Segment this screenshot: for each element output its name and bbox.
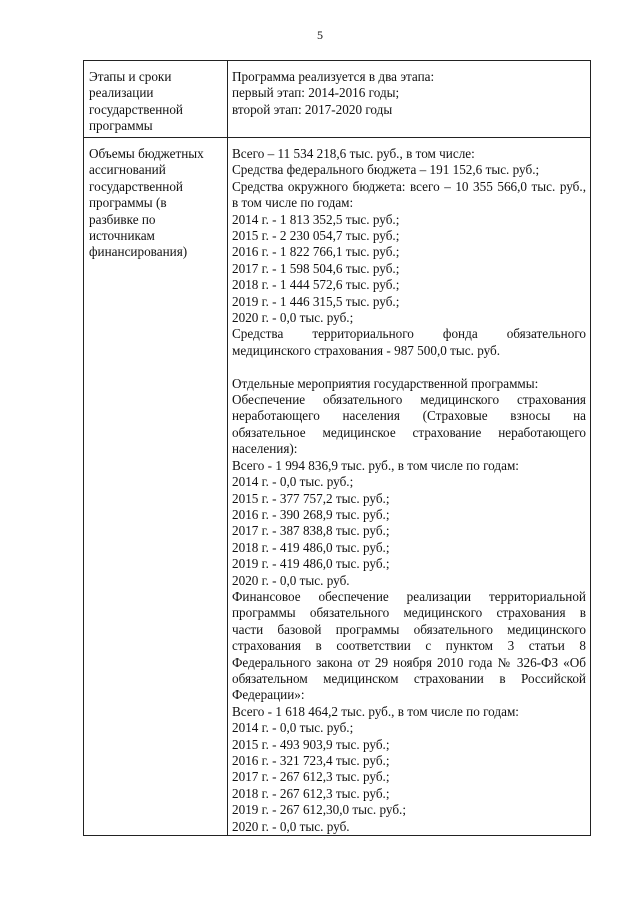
label-line: источникам xyxy=(89,228,155,244)
row-content-cell xyxy=(228,138,591,836)
content-line: Средства окружного бюджета: всего – 10 355 566,0 тыс. руб., xyxy=(232,178,586,194)
label-line: государственной xyxy=(89,178,183,194)
content-line: Всего – 11 534 218,6 тыс. руб., в том числе: xyxy=(232,146,475,161)
content-line: 2018 г. - 1 444 572,6 тыс. руб.; xyxy=(232,277,400,293)
label-line: государственной xyxy=(89,101,183,117)
content-line: медицинского страхования - 987 500,0 тыс. руб. xyxy=(232,342,501,358)
content-line: 2016 г. - 390 268,9 тыс. руб.; xyxy=(232,506,390,522)
row-label-cell xyxy=(84,138,228,836)
content-line: 2018 г. - 267 612,3 тыс. руб.; xyxy=(232,785,390,801)
content-line: 2018 г. - 419 486,0 тыс. руб.; xyxy=(232,539,390,555)
content-line: в том числе по годам: xyxy=(232,195,354,211)
content-line: 2017 г. - 1 598 504,6 тыс. руб.; xyxy=(232,260,400,276)
content-line: 2014 г. - 1 813 352,5 тыс. руб.; xyxy=(232,211,400,227)
label-line: программы xyxy=(89,118,153,134)
content-line: 2020 г. - 0,0 тыс. руб. xyxy=(232,818,350,834)
content-line: 2014 г. - 0,0 тыс. руб.; xyxy=(232,720,354,736)
content-line: 2015 г. - 377 757,2 тыс. руб.; xyxy=(232,490,390,506)
content-line: Федерации»: xyxy=(232,687,305,703)
content-line: 2017 г. - 267 612,3 тыс. руб.; xyxy=(232,769,390,785)
content-line: части базовой программы обязательного медицинского xyxy=(232,621,586,637)
content-line: 2015 г. - 493 903,9 тыс. руб.; xyxy=(232,736,390,752)
content-line: Федерального закона от 29 ноября 2010 года № 326-ФЗ «Об xyxy=(232,654,586,670)
table-row-funding xyxy=(84,138,591,836)
content-line: первый этап: 2014-2016 годы; xyxy=(232,85,400,101)
content-line: 2020 г. - 0,0 тыс. руб.; xyxy=(232,310,354,326)
content-line: 2019 г. - 419 486,0 тыс. руб.; xyxy=(232,556,390,572)
program-passport-table xyxy=(83,60,591,836)
label-line: Этапы и сроки xyxy=(89,69,172,84)
content-line: Всего - 1 994 836,9 тыс. руб., в том числе по годам: xyxy=(232,457,519,473)
content-line: неработающего населения (Страховые взносы на xyxy=(232,408,586,424)
content-line: 2014 г. - 0,0 тыс. руб.; xyxy=(232,474,354,490)
content-line: обязательное медицинское страхование неработающего xyxy=(232,424,586,440)
content-line: Средства федерального бюджета – 191 152,6 тыс. руб.; xyxy=(232,162,540,178)
content-line: Обеспечение обязательного медицинского страхования xyxy=(232,392,586,408)
content-line: населения): xyxy=(232,441,298,457)
content-line: 2016 г. - 321 723,4 тыс. руб.; xyxy=(232,753,390,769)
content-line: Средства территориального фонда обязательного xyxy=(232,326,586,342)
content-line: 2017 г. - 387 838,8 тыс. руб.; xyxy=(232,523,390,539)
content-line: Финансовое обеспечение реализации территориальной xyxy=(232,588,586,604)
page-number: 5 xyxy=(317,28,323,42)
content-line: программы обязательного медицинского страхования в xyxy=(232,605,586,621)
content-line: второй этап: 2017-2020 годы xyxy=(232,101,393,117)
content-line: Всего - 1 618 464,2 тыс. руб., в том числе по годам: xyxy=(232,703,519,719)
content-line: 2019 г. - 267 612,30,0 тыс. руб.; xyxy=(232,802,406,818)
blank-line xyxy=(232,359,586,375)
label-line: реализации xyxy=(89,85,154,101)
label-line: финансирования) xyxy=(89,244,188,260)
label-line: Объемы бюджетных xyxy=(89,146,204,161)
label-line: ассигнований xyxy=(89,162,166,178)
content-line: страхования в соответствии с пунктом 3 статьи 8 xyxy=(232,638,586,654)
table-row-stages xyxy=(84,61,591,138)
label-line: программы (в xyxy=(89,195,167,211)
content-line: 2019 г. - 1 446 315,5 тыс. руб.; xyxy=(232,293,400,309)
label-line: разбивке по xyxy=(89,211,156,227)
content-line: 2020 г. - 0,0 тыс. руб. xyxy=(232,572,350,588)
content-line: обязательном медицинском страховании в Российской xyxy=(232,670,586,686)
content-line: Программа реализуется в два этапа: xyxy=(232,69,435,84)
content-line: Отдельные мероприятия государственной программы: xyxy=(232,375,539,391)
content-line: 2016 г. - 1 822 766,1 тыс. руб.; xyxy=(232,244,400,260)
row-label-cell xyxy=(84,61,228,138)
row-content-cell xyxy=(228,61,591,138)
content-line: 2015 г. - 2 230 054,7 тыс. руб.; xyxy=(232,228,400,244)
